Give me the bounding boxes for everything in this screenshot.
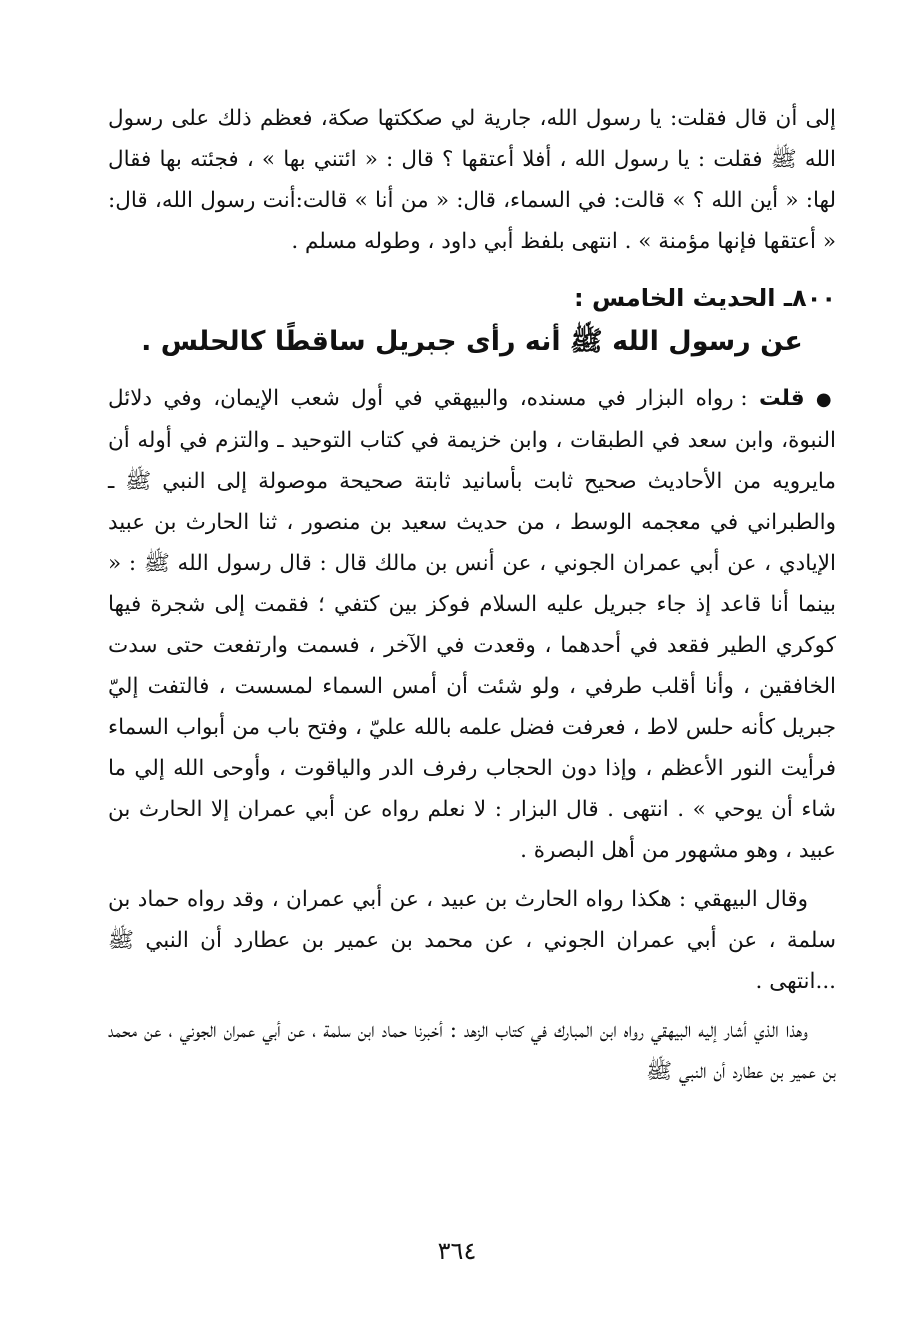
- qult-label: قلت: [758, 386, 805, 411]
- top-paragraph: إلى أن قال فقلت: يا رسول الله، جارية لي صككتها صكة، فعظم ذلك على رسول الله ﷺ فقلت : يا رسول الله ، أفلا أعتقها ؟ قال : « ائتني بها » ، فجئته بها فقال لها: « أين الله ؟ » قالت: في السماء، قال: « من أنا » قالت:أنت رسول الله، قال: « أعتقها فإنها مؤمنة » . انتهى بلفظ أبي داود ، وطوله مسلم .: [108, 106, 836, 254]
- hadith-heading: ٨٠٠ـ الحديث الخامس :: [574, 284, 836, 312]
- main-paragraph-text: : رواه البزار في مسنده، والبيهقي في أول شعب الإيمان، وفي دلائل النبوة، وابن سعد في الطبقات ، وابن خزيمة في كتاب التوحيد ـ والتزم في أوله أن مايرويه من الأحاديث صحيح ثابت بأسانيد ثابتة صحيحة موصولة إلى النبي ﷺ ـ والطبراني في معجمه الوسط ، من حديث سعيد بن منصور ، ثنا الحارث بن عبيد الإيادي ، عن أبي عمران الجوني ، عن أنس بن مالك قال : قال رسول الله ﷺ : « بينما أنا قاعد إذ جاء جبريل عليه السلام فوكز بين كتفي ؛ فقمت إلى شجرة فيها كوكري الطير فقعد في أحدهما ، وقعدت في الآخر ، فسمت وارتفعت حتى سدت الخافقين ، وأنا أقلب طرفي ، ولو شئت أن أمس السماء لمسست ، فالتفت إليّ جبريل كأنه حلس لاط ، فعرفت فضل علمه بالله عليّ ، وفتح باب من أبواب السماء فرأيت النور الأعظم ، وإذا دون الحجاب رفرف الدر والياقوت ، وأوحى الله إلي ما شاء أن يوحي » . انتهى . قال البزار : لا نعلم رواه عن أبي عمران إلا الحارث بن عبيد ، وهو مشهور من أهل البصرة .: [108, 386, 836, 863]
- bayhaqi-paragraph: وقال البيهقي : هكذا رواه الحارث بن عبيد ، عن أبي عمران ، وقد رواه حماد بن سلمة ، عن أبي عمران الجوني ، عن محمد بن عمير بن عطارد أن النبي ﷺ ...انتهى .: [108, 887, 836, 994]
- page-number: ٣٦٤: [437, 1237, 477, 1265]
- main-paragraph: [108, 378, 836, 871]
- page-body: [108, 98, 836, 1092]
- mubarak-paragraph: وهذا الذي أشار إليه البيهقي رواه ابن المبارك في كتاب الزهد : أخبرنا حماد ابن سلمة ، عن أبي عمران الجوني ، عن محمد بن عمير بن عطارد أن النبي ﷺ: [108, 1018, 836, 1084]
- hadith-title: عن رسول الله ﷺ أنه رأى جبريل ساقطًا كالحلس .: [141, 326, 803, 357]
- bullet-icon: ●: [815, 389, 836, 410]
